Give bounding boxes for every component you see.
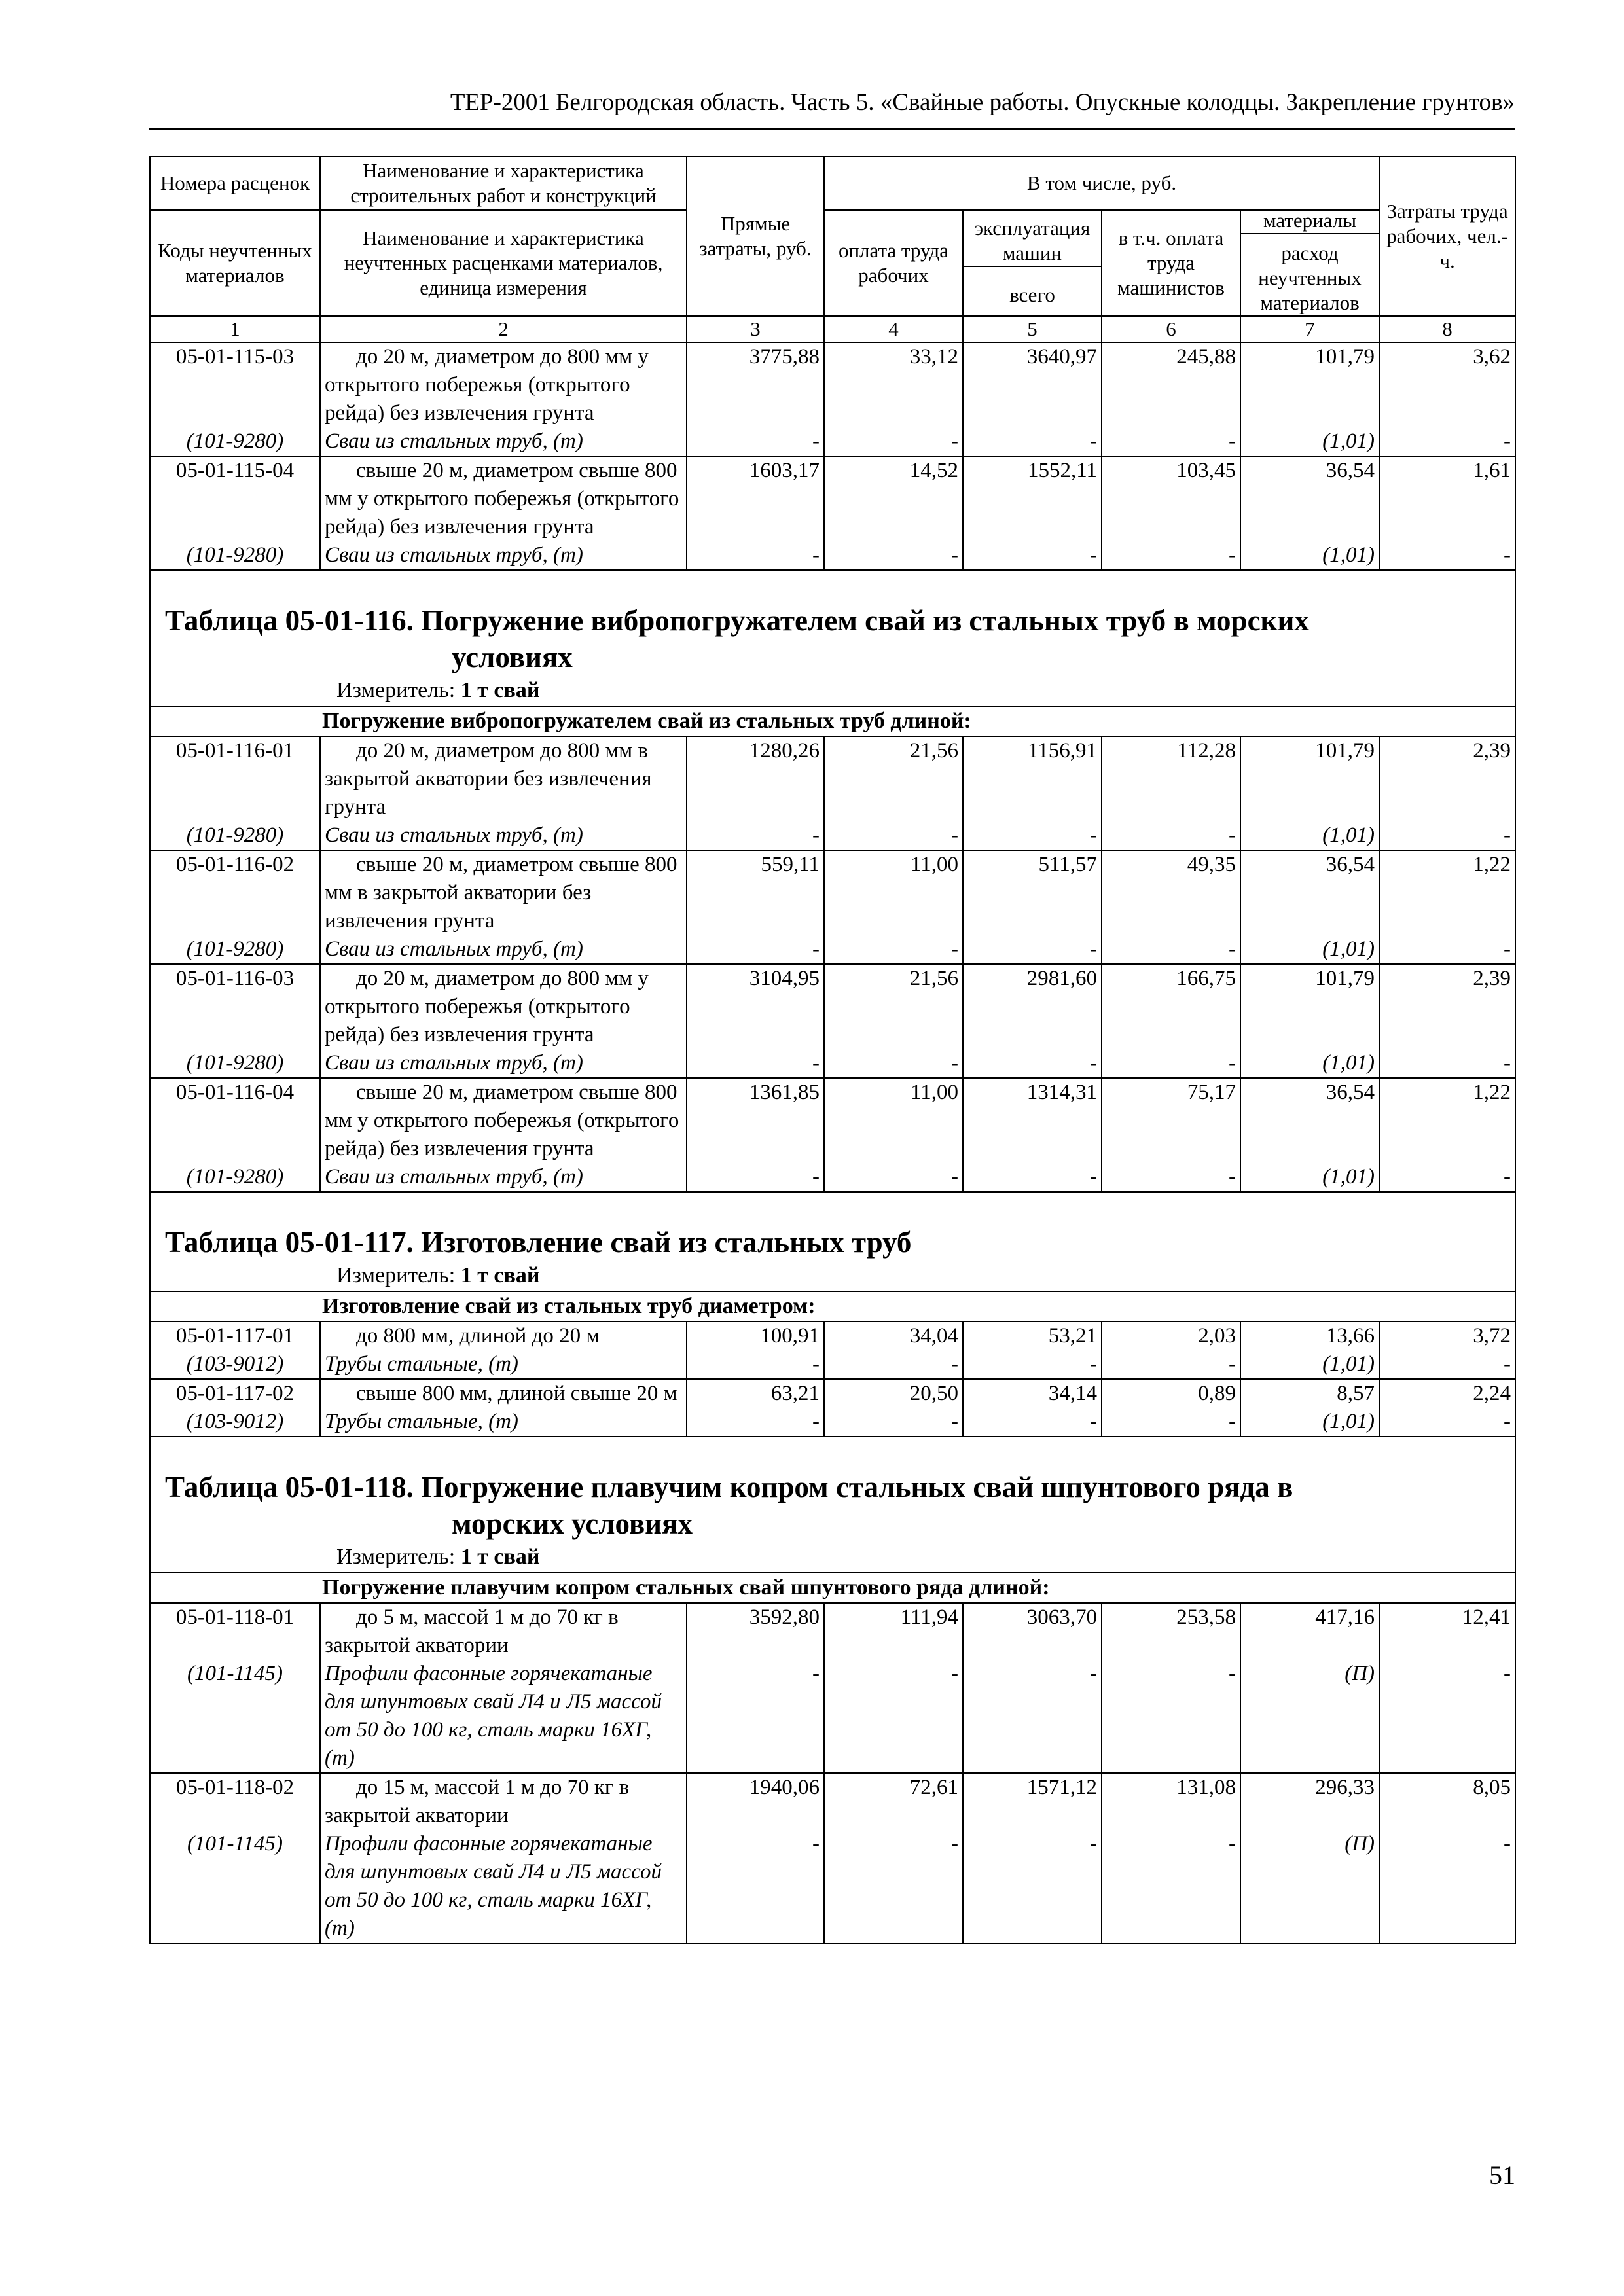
material-name: Сваи из стальных труб, (т) xyxy=(320,935,687,964)
running-header: ТЕР-2001 Белгородская область. Часть 5. «Свайные работы. Опускные колодцы. Закрепление грунтов» xyxy=(450,89,1515,116)
rate-value: 1940,06 xyxy=(687,1773,824,1830)
material-dash: - xyxy=(824,427,963,456)
rate-value: 8,05 xyxy=(1379,1773,1515,1830)
rate-value: 296,33 xyxy=(1240,1773,1379,1830)
rate-code: 05-01-117-02 xyxy=(150,1379,320,1408)
col-number-row xyxy=(150,316,1515,342)
rate-value: 36,54 xyxy=(1240,850,1379,935)
table-title xyxy=(165,1469,1500,1542)
material-code: (101-1145) xyxy=(150,1660,320,1773)
material-consumption: (1,01) xyxy=(1240,935,1379,964)
table-title-line: Таблица 05-01-116. Погружение вибропогружателем свай из стальных труб в морских xyxy=(165,604,1309,637)
rate-value: 1,22 xyxy=(1379,1078,1515,1163)
table-row xyxy=(150,1773,1515,1830)
col-header-material-codes: Коды неучтенных материалов xyxy=(150,210,320,316)
table-title-line: условиях xyxy=(452,641,573,673)
material-name: Сваи из стальных труб, (т) xyxy=(320,427,687,456)
rate-value: 2,39 xyxy=(1379,736,1515,821)
table-row xyxy=(150,1379,1515,1408)
group-heading: Изготовление свай из стальных труб диаметром: xyxy=(150,1291,1515,1321)
material-dash: - xyxy=(1379,935,1515,964)
page-number: 51 xyxy=(1489,2161,1515,2190)
material-name: Профили фасонные горячекатаные для шпунтовых свай Л4 и Л5 массой от 50 до 100 кг, сталь марки 16ХГ, (т) xyxy=(320,1660,687,1773)
material-row xyxy=(150,1660,1515,1773)
material-consumption: (1,01) xyxy=(1240,1350,1379,1379)
material-dash: - xyxy=(824,1049,963,1078)
col-num: 6 xyxy=(1102,316,1240,342)
rate-value: 12,41 xyxy=(1379,1603,1515,1660)
rate-code: 05-01-116-02 xyxy=(150,850,320,935)
rate-value: 253,58 xyxy=(1102,1603,1240,1660)
col-num: 8 xyxy=(1379,316,1515,342)
rate-code: 05-01-116-03 xyxy=(150,964,320,1049)
material-name: Профили фасонные горячекатаные для шпунтовых свай Л4 и Л5 массой от 50 до 100 кг, сталь марки 16ХГ, (т) xyxy=(320,1830,687,1943)
group-heading: Погружение плавучим копром стальных свай шпунтового ряда длиной: xyxy=(150,1573,1515,1603)
rate-code: 05-01-115-04 xyxy=(150,456,320,541)
rate-name: до 20 м, диаметром до 800 мм в закрытой акватории без извлечения грунта xyxy=(320,736,687,821)
material-code: (101-9280) xyxy=(150,1163,320,1192)
rate-value: 1361,85 xyxy=(687,1078,824,1163)
material-dash: - xyxy=(963,1350,1102,1379)
material-name: Сваи из стальных труб, (т) xyxy=(320,1163,687,1192)
col-header-total: всего xyxy=(1009,283,1055,306)
table-row xyxy=(150,1321,1515,1350)
material-dash: - xyxy=(824,541,963,570)
col-header-direct-costs: Прямые затраты, руб. xyxy=(687,156,824,316)
rate-value: 21,56 xyxy=(824,964,963,1049)
material-name: Сваи из стальных труб, (т) xyxy=(320,541,687,570)
material-dash: - xyxy=(687,1830,824,1943)
material-code: (103-9012) xyxy=(150,1350,320,1379)
material-dash: - xyxy=(687,1660,824,1773)
rates-table-frame xyxy=(149,156,1515,1944)
group-row xyxy=(150,1573,1515,1603)
rate-value: 36,54 xyxy=(1240,1078,1379,1163)
measure-unit xyxy=(165,1261,1500,1291)
col-header-name: Наименование и характеристика строительных работ и конструкций xyxy=(320,156,687,210)
rate-code: 05-01-118-02 xyxy=(150,1773,320,1830)
table-title-cell xyxy=(150,1192,1515,1291)
table-row xyxy=(150,342,1515,427)
rate-code: 05-01-118-01 xyxy=(150,1603,320,1660)
col-header-machines-total xyxy=(963,210,1102,316)
material-consumption: (1,01) xyxy=(1240,541,1379,570)
group-row xyxy=(150,1291,1515,1321)
col-header-wages: оплата труда рабочих xyxy=(824,210,963,316)
rate-value: 1156,91 xyxy=(963,736,1102,821)
table-row xyxy=(150,456,1515,541)
rate-value: 100,91 xyxy=(687,1321,824,1350)
rate-value: 1314,31 xyxy=(963,1078,1102,1163)
table-title-line: Таблица 05-01-117. Изготовление свай из стальных труб xyxy=(165,1226,912,1259)
material-consumption: (1,01) xyxy=(1240,1163,1379,1192)
col-header-materials-label: материалы xyxy=(1241,208,1379,234)
material-code: (101-9280) xyxy=(150,935,320,964)
material-consumption: (П) xyxy=(1240,1660,1379,1773)
group-row xyxy=(150,706,1515,736)
material-dash: - xyxy=(1379,1660,1515,1773)
material-row xyxy=(150,1830,1515,1943)
rate-value: 3,72 xyxy=(1379,1321,1515,1350)
material-dash: - xyxy=(1102,1049,1240,1078)
rate-value: 417,16 xyxy=(1240,1603,1379,1660)
material-dash: - xyxy=(824,821,963,850)
material-dash: - xyxy=(687,427,824,456)
table-row xyxy=(150,964,1515,1049)
material-dash: - xyxy=(1379,1049,1515,1078)
rate-value: 21,56 xyxy=(824,736,963,821)
material-name: Сваи из стальных труб, (т) xyxy=(320,1049,687,1078)
measure-value: 1 т свай xyxy=(460,678,540,702)
rate-value: 166,75 xyxy=(1102,964,1240,1049)
table-title-row xyxy=(150,1192,1515,1291)
table-title-cell xyxy=(150,1437,1515,1573)
table-title-line: морских условиях xyxy=(452,1507,693,1540)
material-name: Сваи из стальных труб, (т) xyxy=(320,821,687,850)
rate-value: 49,35 xyxy=(1102,850,1240,935)
material-code: (101-9280) xyxy=(150,821,320,850)
material-dash: - xyxy=(1102,1660,1240,1773)
table-row xyxy=(150,1078,1515,1163)
col-num: 7 xyxy=(1240,316,1379,342)
rate-value: 53,21 xyxy=(963,1321,1102,1350)
measure-label: Измеритель: xyxy=(336,1263,456,1287)
rate-value: 13,66 xyxy=(1240,1321,1379,1350)
material-dash: - xyxy=(1102,1350,1240,1379)
material-code: (101-9280) xyxy=(150,1049,320,1078)
rate-value: 1571,12 xyxy=(963,1773,1102,1830)
rates-table xyxy=(149,156,1516,1944)
table-title-row xyxy=(150,1437,1515,1573)
material-dash: - xyxy=(963,935,1102,964)
col-num: 3 xyxy=(687,316,824,342)
rate-value: 1552,11 xyxy=(963,456,1102,541)
rate-value: 101,79 xyxy=(1240,342,1379,427)
material-code: (103-9012) xyxy=(150,1408,320,1437)
measure-value: 1 т свай xyxy=(460,1545,540,1569)
group-heading: Погружение вибропогружателем свай из стальных труб длиной: xyxy=(150,706,1515,736)
material-dash: - xyxy=(963,821,1102,850)
table-row xyxy=(150,850,1515,935)
rate-value: 1,61 xyxy=(1379,456,1515,541)
rate-value: 245,88 xyxy=(1102,342,1240,427)
material-dash: - xyxy=(1102,821,1240,850)
rate-name: до 20 м, диаметром до 800 мм у открытого побережья (открытого рейда) без извлечения грунта xyxy=(320,342,687,427)
material-dash: - xyxy=(1379,1163,1515,1192)
col-num: 4 xyxy=(824,316,963,342)
rate-value: 3063,70 xyxy=(963,1603,1102,1660)
measure-label: Измеритель: xyxy=(336,678,456,702)
material-dash: - xyxy=(1379,821,1515,850)
material-code: (101-9280) xyxy=(150,427,320,456)
col-num: 1 xyxy=(150,316,320,342)
material-dash: - xyxy=(963,1830,1102,1943)
col-header-codes: Номера расценок xyxy=(150,156,320,210)
material-dash: - xyxy=(1102,541,1240,570)
material-code: (101-9280) xyxy=(150,541,320,570)
material-consumption: (1,01) xyxy=(1240,1049,1379,1078)
rate-value: 112,28 xyxy=(1102,736,1240,821)
material-dash: - xyxy=(824,935,963,964)
rate-name: свыше 20 м, диаметром свыше 800 мм у открытого побережья (открытого рейда) без извлечения грунта xyxy=(320,456,687,541)
material-dash: - xyxy=(1379,427,1515,456)
rate-value: 131,08 xyxy=(1102,1773,1240,1830)
material-dash: - xyxy=(687,541,824,570)
material-row xyxy=(150,935,1515,964)
rate-code: 05-01-115-03 xyxy=(150,342,320,427)
col-header-machines: эксплуатация машин xyxy=(964,216,1101,267)
material-dash: - xyxy=(1102,935,1240,964)
material-dash: - xyxy=(963,1660,1102,1773)
material-dash: - xyxy=(687,1049,824,1078)
material-dash: - xyxy=(1102,1830,1240,1943)
rate-value: 1603,17 xyxy=(687,456,824,541)
material-dash: - xyxy=(963,541,1102,570)
material-dash: - xyxy=(963,1163,1102,1192)
rate-value: 1,22 xyxy=(1379,850,1515,935)
rate-name: до 20 м, диаметром до 800 мм у открытого побережья (открытого рейда) без извлечения грунта xyxy=(320,964,687,1049)
rate-value: 559,11 xyxy=(687,850,824,935)
material-dash: - xyxy=(687,1163,824,1192)
rate-value: 20,50 xyxy=(824,1379,963,1408)
material-dash: - xyxy=(963,1049,1102,1078)
col-header-unaccounted: расход неучтенных материалов xyxy=(1258,242,1362,314)
table-title xyxy=(165,1224,1500,1261)
rate-value: 34,14 xyxy=(963,1379,1102,1408)
material-consumption: (1,01) xyxy=(1240,821,1379,850)
rate-value: 75,17 xyxy=(1102,1078,1240,1163)
material-code: (101-1145) xyxy=(150,1830,320,1943)
table-title xyxy=(165,602,1500,675)
header-rule xyxy=(149,128,1515,130)
table-title-row xyxy=(150,570,1515,706)
material-row xyxy=(150,1350,1515,1379)
material-dash: - xyxy=(1102,1163,1240,1192)
rate-code: 05-01-116-01 xyxy=(150,736,320,821)
rate-value: 8,57 xyxy=(1240,1379,1379,1408)
rate-value: 3640,97 xyxy=(963,342,1102,427)
rate-value: 2,03 xyxy=(1102,1321,1240,1350)
rate-value: 11,00 xyxy=(824,1078,963,1163)
col-num: 2 xyxy=(320,316,687,342)
measure-label: Измеритель: xyxy=(336,1545,456,1569)
material-dash: - xyxy=(687,821,824,850)
material-row xyxy=(150,541,1515,570)
rate-name: до 5 м, массой 1 м до 70 кг в закрытой акватории xyxy=(320,1603,687,1660)
rate-name: до 800 мм, длиной до 20 м xyxy=(320,1321,687,1350)
material-dash: - xyxy=(1379,1350,1515,1379)
col-header-labor: Затраты труда рабочих, чел.-ч. xyxy=(1379,156,1515,316)
material-dash: - xyxy=(963,427,1102,456)
material-row xyxy=(150,821,1515,850)
table-row xyxy=(150,736,1515,821)
rate-value: 33,12 xyxy=(824,342,963,427)
rate-value: 2,39 xyxy=(1379,964,1515,1049)
material-dash: - xyxy=(824,1660,963,1773)
material-row xyxy=(150,1049,1515,1078)
rate-value: 511,57 xyxy=(963,850,1102,935)
material-consumption: (1,01) xyxy=(1240,427,1379,456)
material-dash: - xyxy=(687,1408,824,1437)
material-dash: - xyxy=(687,935,824,964)
rate-value: 63,21 xyxy=(687,1379,824,1408)
rate-value: 101,79 xyxy=(1240,964,1379,1049)
rate-value: 3592,80 xyxy=(687,1603,824,1660)
table-row xyxy=(150,1603,1515,1660)
material-row xyxy=(150,427,1515,456)
rate-value: 3104,95 xyxy=(687,964,824,1049)
rate-value: 111,94 xyxy=(824,1603,963,1660)
col-header-material-name: Наименование и характеристика неучтенных расценками материалов, единица измерения xyxy=(320,210,687,316)
material-row xyxy=(150,1163,1515,1192)
rate-value: 3,62 xyxy=(1379,342,1515,427)
col-num: 5 xyxy=(963,316,1102,342)
material-dash: - xyxy=(1102,427,1240,456)
material-dash: - xyxy=(1379,1830,1515,1943)
material-consumption: (П) xyxy=(1240,1830,1379,1943)
material-dash: - xyxy=(1102,1408,1240,1437)
material-dash: - xyxy=(824,1163,963,1192)
rate-value: 103,45 xyxy=(1102,456,1240,541)
rate-value: 34,04 xyxy=(824,1321,963,1350)
rate-value: 101,79 xyxy=(1240,736,1379,821)
rate-value: 2981,60 xyxy=(963,964,1102,1049)
material-dash: - xyxy=(687,1350,824,1379)
rate-value: 14,52 xyxy=(824,456,963,541)
table-title-line: Таблица 05-01-118. Погружение плавучим копром стальных свай шпунтового ряда в xyxy=(165,1471,1293,1503)
table-title-cell xyxy=(150,570,1515,706)
col-header-materials xyxy=(1240,210,1379,316)
material-consumption: (1,01) xyxy=(1240,1408,1379,1437)
rate-name: свыше 20 м, диаметром свыше 800 мм у открытого побережья (открытого рейда) без извлечения грунта xyxy=(320,1078,687,1163)
rate-value: 36,54 xyxy=(1240,456,1379,541)
material-dash: - xyxy=(824,1408,963,1437)
material-dash: - xyxy=(824,1830,963,1943)
col-header-operators: в т.ч. оплата труда машинистов xyxy=(1102,210,1240,316)
measure-unit xyxy=(165,1542,1500,1572)
material-dash: - xyxy=(824,1350,963,1379)
rate-value: 11,00 xyxy=(824,850,963,935)
measure-unit xyxy=(165,675,1500,706)
rate-code: 05-01-117-01 xyxy=(150,1321,320,1350)
rate-name: свыше 20 м, диаметром свыше 800 мм в закрытой акватории без извлечения грунта xyxy=(320,850,687,935)
rate-code: 05-01-116-04 xyxy=(150,1078,320,1163)
rate-name: свыше 800 мм, длиной свыше 20 м xyxy=(320,1379,687,1408)
rate-name: до 15 м, массой 1 м до 70 кг в закрытой акватории xyxy=(320,1773,687,1830)
material-row xyxy=(150,1408,1515,1437)
measure-value: 1 т свай xyxy=(460,1263,540,1287)
material-name: Трубы стальные, (т) xyxy=(320,1350,687,1379)
rate-value: 72,61 xyxy=(824,1773,963,1830)
rate-value: 3775,88 xyxy=(687,342,824,427)
col-header-incl: В том числе, руб. xyxy=(824,156,1379,210)
material-name: Трубы стальные, (т) xyxy=(320,1408,687,1437)
rate-value: 2,24 xyxy=(1379,1379,1515,1408)
material-dash: - xyxy=(963,1408,1102,1437)
rate-value: 0,89 xyxy=(1102,1379,1240,1408)
rate-value: 1280,26 xyxy=(687,736,824,821)
material-dash: - xyxy=(1379,1408,1515,1437)
material-dash: - xyxy=(1379,541,1515,570)
